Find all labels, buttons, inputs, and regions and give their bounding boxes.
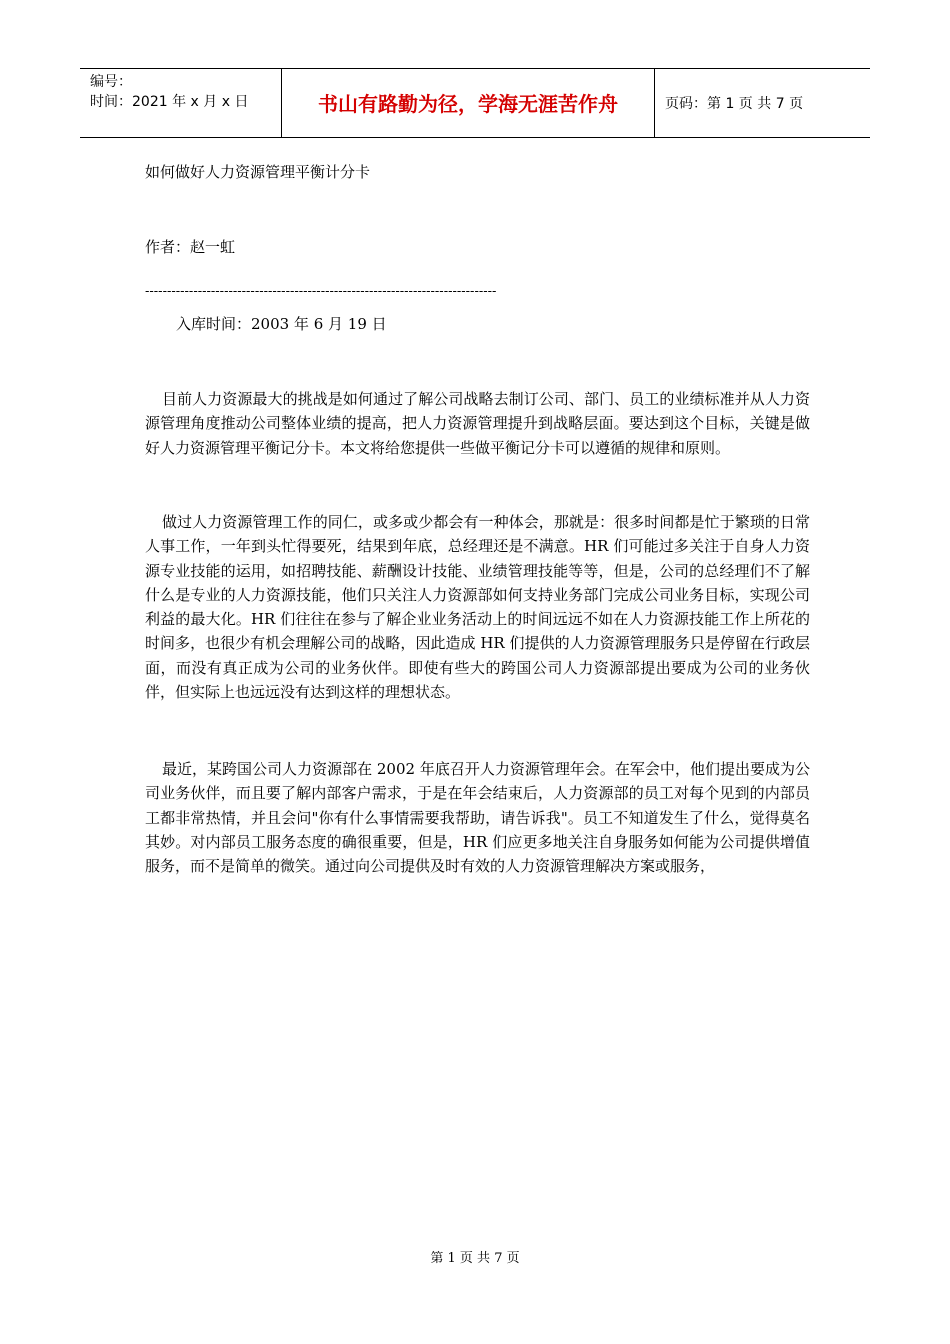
article-author: 作者：赵一虹 [145,238,236,256]
header-page-info: 页码：第 1 页 共 7 页 [665,96,804,112]
article-date: 入库时间：2003 年 6 月 19 日 [176,315,387,333]
article-paragraph: 最近，某跨国公司人力资源部在 2002 年底召开人力资源管理年会。在军会中，他们提出要成为公司业务伙伴，而且要了解内部客户需求，于是在年会结束后，人力资源部的员工对每个见到的内部员工都非常热情，并且会问"你有什么事情需要我帮助，请告诉我"。员工不知道发生了什么，觉得莫名其妙。对内部员工服务态度的确很重要，但是，HR 们应更多地关注自身服务如何能为公司提供增值服务，而不是简单的微笑。通过向公司提供及时有效的人力资源管理解决方案或服务， [145,760,810,876]
document-time-label: 时间：2021 年 x 月 x 日 [90,94,249,110]
page-footer: 第 1 页 共 7 页 [430,1251,520,1266]
separator-line: -------------------------------------------------------------------------------- [145,284,497,299]
document-number-label: 编号： [90,74,132,90]
header-meta-cell [80,69,282,137]
article-title: 如何做好人力资源管理平衡计分卡 [145,163,371,181]
article-paragraph: 做过人力资源管理工作的同仁，或多或少都会有一种体会，那就是：很多时间都是忙于繁琐的日常人事工作，一年到头忙得要死，结果到年底，总经理还是不满意。HR 们可能过多关注于自身人力资源专业技能的运用，如招聘技能、薪酬设计技能、业绩管理技能等等，但是，公司的总经理们不了解什么是专业的人力资源技能，他们只关注人力资源部如何支持业务部门完成公司业务目标，实现公司利益的最大化。HR 们往往在参与了解企业业务活动上的时间远远不如在人力资源技能工作上所花的时间多，也很少有机会理解公司的战略，因此造成 HR 们提供的人力资源管理服务只是停留在行政层面，而没有真正成为公司的业务伙伴。即使有些大的跨国公司人力资源部提出要成为公司的业务伙伴，但实际上也远远没有达到这样的理想状态。 [145,513,810,702]
header-motto: 书山有路勤为径，学海无涯苦作舟 [282,69,655,137]
document-header [80,68,870,138]
article-paragraph: 目前人力资源最大的挑战是如何通过了解公司战略去制订公司、部门、员工的业绩标准并从人力资源管理角度推动公司整体业绩的提高，把人力资源管理提升到战略层面。要达到这个目标，关键是做好人力资源管理平衡记分卡。本文将给您提供一些做平衡记分卡可以遵循的规律和原则。 [145,390,810,457]
